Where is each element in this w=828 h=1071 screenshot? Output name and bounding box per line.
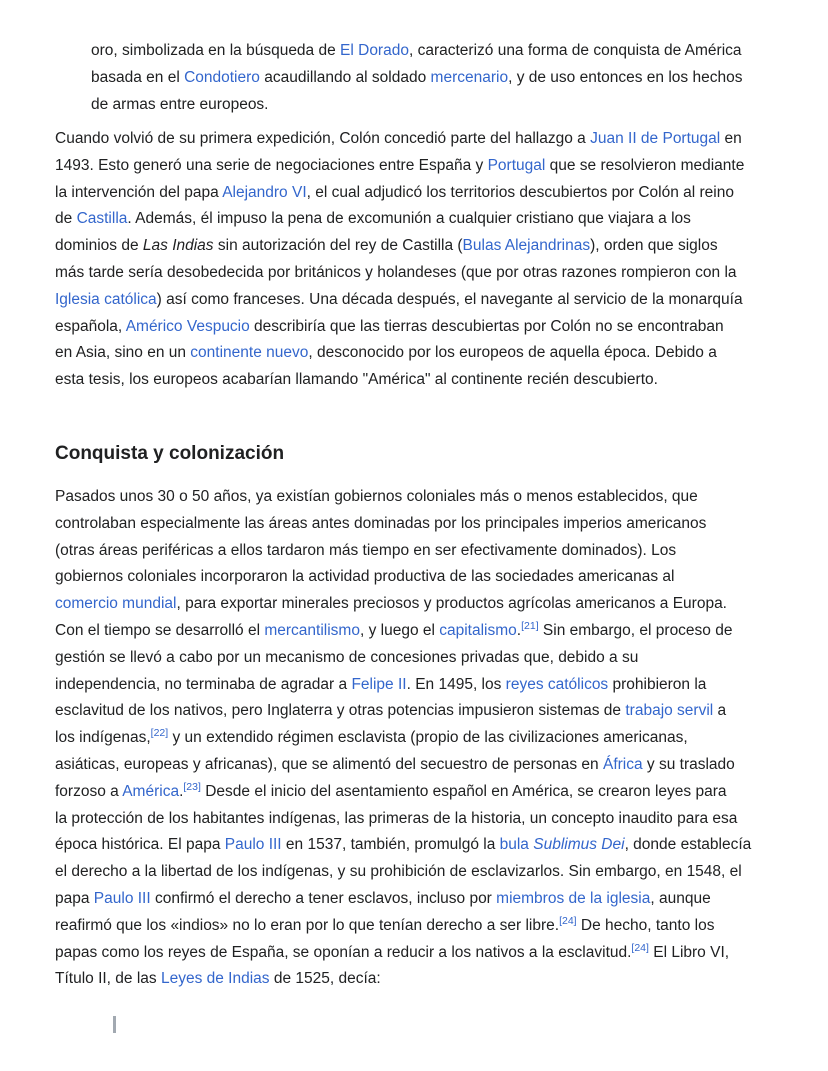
text-line [55, 886, 775, 913]
text-line [55, 913, 775, 940]
text-line [55, 126, 775, 153]
text-run: sin autorización del rey de Castilla ( [213, 237, 463, 255]
text-run: , caracterizó una forma de conquista de América [408, 42, 742, 59]
text-line [55, 287, 775, 314]
text-line [55, 966, 775, 993]
text-run: más tarde sería desobedecida por británicos y holandeses (que por otras razones rompieron con la [55, 263, 737, 281]
text-run: , para exportar minerales preciosos y productos agrícolas americanos a Europa. [176, 595, 727, 613]
wiki-link[interactable]: Felipe II [351, 675, 407, 693]
paragraph-conquista [55, 484, 775, 993]
text-line [55, 832, 775, 859]
text-line [55, 752, 775, 779]
wiki-link[interactable]: África [602, 755, 643, 773]
text-run: esclavista [337, 729, 406, 747]
text-line [55, 940, 775, 967]
text-run: ), orden que siglos [590, 237, 718, 255]
text-line [91, 65, 791, 92]
text-line [55, 367, 775, 394]
blockquote-bar [113, 1016, 116, 1033]
text-run: Pasados unos 30 o 50 años, ya existían gobiernos coloniales más o menos establecidos, que [55, 488, 698, 505]
text-run: el derecho a la libertad de los indígenas, y su prohibición de esclavizarlos. Sin embargo, en 1548, el [55, 863, 742, 881]
text-run: Título II, de las [55, 970, 161, 988]
wiki-link[interactable]: Américo Vespucio [125, 317, 250, 335]
text-line [55, 725, 775, 752]
wiki-link[interactable]: trabajo servil [625, 702, 714, 720]
text-run: época histórica. El papa [55, 836, 225, 854]
text-line [55, 618, 775, 645]
text-run: que se resolvieron mediante [545, 156, 745, 174]
text-run: De hecho, tanto los [576, 916, 715, 934]
wiki-link[interactable]: Alejandro VI [222, 183, 307, 201]
text-run: , aunque [650, 889, 711, 907]
text-run: , y luego el [359, 621, 440, 639]
text-run: controlaban especialmente las áreas antes dominadas por los principales imperios americanos [55, 514, 707, 532]
text-run: . En 1495, los [406, 675, 506, 693]
text-run: la protección de los habitantes indígenas, las primeras de la historia, un concepto inaudito para esa [55, 809, 738, 827]
text-run: . [516, 621, 522, 639]
wiki-link[interactable]: Portugal [487, 156, 546, 174]
text-run: Cuando volvió de su primera expedición, Colón concedió parte del hallazgo a [55, 130, 591, 147]
text-run: esta tesis, los europeos acabarían llamando "América" al continente recién descubierto. [55, 371, 658, 389]
text-run: esclavitud de los nativos, pero Inglaterra y otras potencias impusieron sistemas de [55, 702, 626, 720]
text-run: confirmó el derecho a tener esclavos, incluso por [150, 889, 497, 907]
text-run: , desconocido por los europeos de aquella época. Debido a [308, 344, 717, 362]
text-run: a [713, 702, 727, 720]
text-line [55, 180, 775, 207]
text-run: acaudillando al soldado [259, 68, 431, 86]
wiki-link[interactable]: América [122, 782, 180, 800]
text-line [55, 340, 775, 367]
text-run: , donde establecía [624, 836, 752, 854]
citation-link[interactable]: [24] [559, 914, 577, 927]
text-run: (propio de las civilizaciones americanas, [405, 729, 688, 747]
citation-link[interactable]: [21] [521, 619, 539, 632]
text-line [55, 314, 775, 341]
text-run: en [720, 130, 742, 147]
wiki-link[interactable]: Juan II de Portugal [590, 130, 721, 147]
text-line [55, 206, 775, 233]
text-run: los indígenas, [55, 729, 151, 747]
text-line [55, 153, 775, 180]
wiki-link[interactable]: Sublimus Dei [533, 836, 625, 854]
text-line [55, 806, 775, 833]
text-line [55, 538, 775, 565]
text-run: papas como los reyes de España, se oponían a reducir a los nativos a la esclavitud. [55, 943, 632, 961]
text-run: forzoso a [55, 782, 123, 800]
text-line [55, 698, 775, 725]
wiki-link[interactable]: continente nuevo [190, 344, 309, 362]
wiki-link[interactable]: bula [499, 836, 534, 854]
text-run: Sin embargo, el proceso de [538, 621, 733, 639]
wiki-link[interactable]: Paulo III [93, 889, 151, 907]
wiki-link[interactable]: capitalismo [439, 621, 517, 639]
text-line [55, 511, 775, 538]
text-run: y su traslado [642, 755, 735, 773]
citation-link[interactable]: [22] [150, 727, 169, 740]
text-run: gestión se llevó a cabo por un mecanismo de concesiones privadas que, debido a su [55, 648, 639, 666]
text-run: de [55, 210, 77, 228]
text-run: ) así como franceses. Una década después, el navegante al servicio de la monarquía [156, 290, 743, 308]
text-run: en Asia, sino en un [55, 344, 191, 362]
wiki-link[interactable]: miembros de la iglesia [496, 889, 651, 907]
text-line [55, 233, 775, 260]
text-line [91, 38, 791, 65]
text-run: oro, simbolizada en la búsqueda de [91, 42, 341, 59]
block-quote-continuation [91, 38, 791, 118]
wiki-link[interactable]: Leyes de Indias [160, 970, 270, 988]
citation-link[interactable]: [23] [183, 780, 201, 793]
text-run: . [179, 782, 184, 800]
text-run: papa [55, 889, 94, 907]
text-run: Las Indias [142, 237, 214, 255]
text-run: de armas entre europeos. [91, 95, 269, 113]
text-line [55, 484, 775, 511]
wiki-link[interactable]: comercio mundial [55, 595, 177, 613]
paragraph-colon-portugal [55, 126, 775, 394]
text-run: describiría que las tierras descubiertas por Colón no se encontraban [249, 317, 724, 335]
text-run: dominios de [55, 237, 143, 255]
text-run: de 1525, decía: [269, 970, 381, 988]
text-run: asiáticas, europeas y africanas), que se alimentó del secuestro de personas en [55, 755, 603, 773]
text-run: , y de uso entonces en los hechos [508, 68, 743, 86]
wiki-link[interactable]: El Dorado [340, 42, 409, 59]
text-line [55, 260, 775, 287]
text-run: gobiernos coloniales incorporaron la actividad productiva de las sociedades americanas al [55, 568, 675, 586]
text-run: basada en el [91, 68, 185, 86]
text-line [55, 859, 775, 886]
text-run: 1493. Esto generó una serie de negociaciones entre España y [55, 156, 488, 174]
text-run: Desde el inicio del asentamiento español en América, se crearon leyes para [200, 782, 727, 800]
text-run: Con el tiempo se desarrolló el [55, 621, 265, 639]
text-run: la intervención del papa [55, 183, 223, 201]
wiki-link[interactable]: Condotiero [184, 68, 260, 86]
text-line [55, 591, 775, 618]
text-run: . Además, él impuso la pena de excomunión a cualquier cristiano que viajara a los [127, 210, 691, 228]
text-run: (otras áreas periféricas a ellos tardaron más tiempo en ser efectivamente dominados). Los [55, 541, 677, 559]
wiki-link[interactable]: Castilla [76, 210, 128, 228]
text-run: prohibieron la [608, 675, 707, 693]
section-heading: Conquista y colonización [55, 443, 285, 464]
wiki-link[interactable]: Bulas Alejandrinas [462, 237, 591, 255]
text-line [55, 564, 775, 591]
text-run: independencia, no terminaba de agradar a [55, 675, 352, 693]
wiki-link[interactable]: Iglesia católica [55, 290, 157, 308]
wiki-link[interactable]: reyes católicos [505, 675, 609, 693]
text-line [55, 672, 775, 699]
wiki-link[interactable]: Paulo III [224, 836, 282, 854]
text-run: española, [55, 317, 126, 335]
text-line [55, 779, 775, 806]
text-run: y un extendido régimen [168, 729, 338, 747]
citation-link[interactable]: [24] [631, 941, 649, 954]
text-line [91, 92, 791, 119]
text-run: reafirmó que los «indios» no lo eran por lo que tenían derecho a ser libre. [55, 916, 560, 934]
wiki-link[interactable]: mercenario [430, 68, 509, 86]
text-line [55, 645, 775, 672]
wiki-link[interactable]: mercantilismo [264, 621, 360, 639]
text-run: El Libro VI, [648, 943, 730, 961]
text-run: , el cual adjudicó los territorios descubiertos por Colón al reino [306, 183, 734, 201]
text-run: en 1537, también, promulgó la [281, 836, 500, 854]
